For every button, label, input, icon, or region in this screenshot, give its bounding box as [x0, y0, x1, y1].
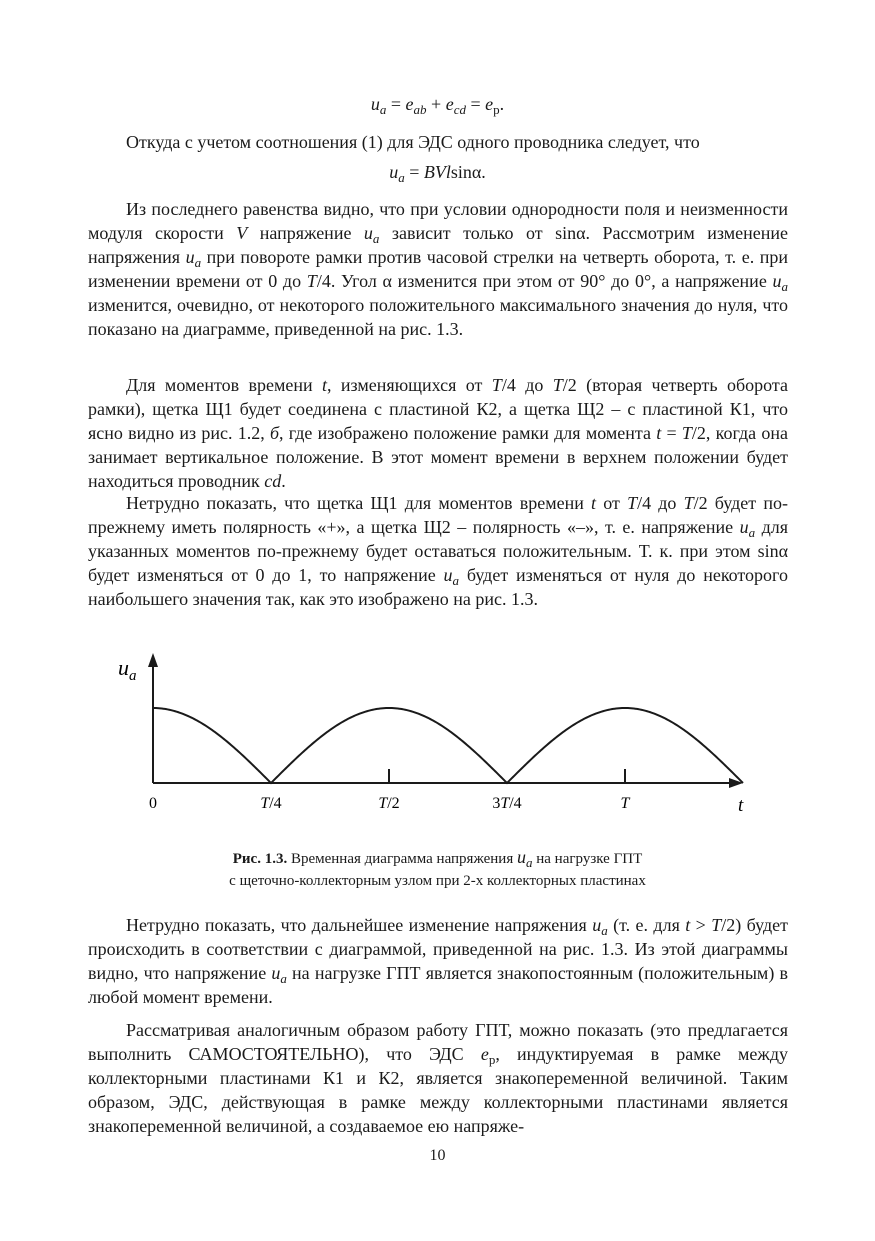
formula-ua-bvl: $u_a = BVlsin\alpha$. [389, 162, 486, 185]
series-ua-curve [153, 708, 743, 783]
paragraph-6: Рассматривая аналогичным образом работу ГПТ, можно показать (это предлагается выполнить САМОСТОЯТЕЛЬНО), что ЭДС $e_р$, индуктируемая в рамке между коллекторными пластинами К1 и К2, является знакопеременной величиной. Таким образом, ЭДС, действующая в рамке между коллекторными пластинами является знакопеременной величиной, а создаваемое ею напряже- [88, 1020, 788, 1136]
voltage-time-diagram [100, 645, 770, 825]
y-axis-label: $u_a$ [118, 655, 137, 684]
paragraph-4: Нетрудно показать, что щетка Щ1 для моментов времени t от T/4 до T/2 будет по-прежнему иметь полярность «+», а щетка Щ2 – полярность «–», т. е. напряжение $u_a$ для указанных моментов по-прежнему будет оставаться положительным. Т. к. при этом sinα будет изменяться от 0 до 1, то напряжение $u_a$ будет изменяться от нуля до некоторого наибольшего значения так, как это изображено на рис. 1.3. [88, 493, 789, 609]
x-tick-label: 3T/4 [492, 795, 522, 812]
paragraph-5: Нетрудно показать, что дальнейшее изменение напряжения $u_a$ (т. е. для t > T/2) будет происходить в соответствии с диаграммой, приведенной на рис. 1.3. Из этой диаграммы видно, что напряжение $u_a$ на нагрузке ГПТ является знакопостоянным (положительным) в любой момент времени. [88, 915, 788, 1007]
formula-ua-sum: $u_a = e_{ab} + e_{cd} = e_р$. [370, 94, 505, 117]
x-tick-label: 0 [149, 795, 157, 812]
page-number: 10 [429, 1147, 446, 1164]
paragraph-3: Для моментов времени t, изменяющихся от T/4 до T/2 (вторая четверть оборота рамки), щетка Щ1 будет соединена с пластиной К2, а щетка Щ2 – с пластиной К1, что ясно видно из рис. 1.2, б, где изображено положение рамки для момента t = T/2, когда она занимает вертикальное положение. В этот момент времени в верхнем положении будет находиться проводник cd. [88, 375, 788, 491]
figure-caption [0, 846, 875, 892]
paragraph-2: Из последнего равенства видно, что при условии однородности поля и неизменности модуля скорости V напряжение $u_a$ зависит только от sinα. Рассмотрим изменение напряжения $u_a$ при повороте рамки против часовой стрелки на четверть оборота, т. е. при изменении времени от 0 до T/4. Угол α изменится при этом от 90° до 0°, а напряжение $u_a$ изменится, очевидно, от некоторого положительного максимального значения до нуля, что показано на диаграмме, приведенной на рис. 1.3. [88, 199, 789, 339]
y-axis-arrow [148, 653, 158, 667]
x-axis-label: t [738, 795, 744, 816]
x-tick-label: T/4 [260, 795, 282, 812]
caption-line-2: с щеточно-коллекторным узлом при 2-х коллекторных пластинах [229, 873, 646, 889]
chart-ticks [149, 769, 631, 812]
x-tick-label: T/2 [378, 795, 400, 812]
x-tick-label: T [620, 795, 630, 812]
caption-line-1: Рис. 1.3. Временная диаграмма напряжения $u_a$ на нагрузке ГПТ [232, 847, 643, 870]
chart-axes [148, 653, 743, 788]
paragraph-1: Откуда с учетом соотношения (1) для ЭДС одного проводника следует, что [126, 132, 700, 152]
